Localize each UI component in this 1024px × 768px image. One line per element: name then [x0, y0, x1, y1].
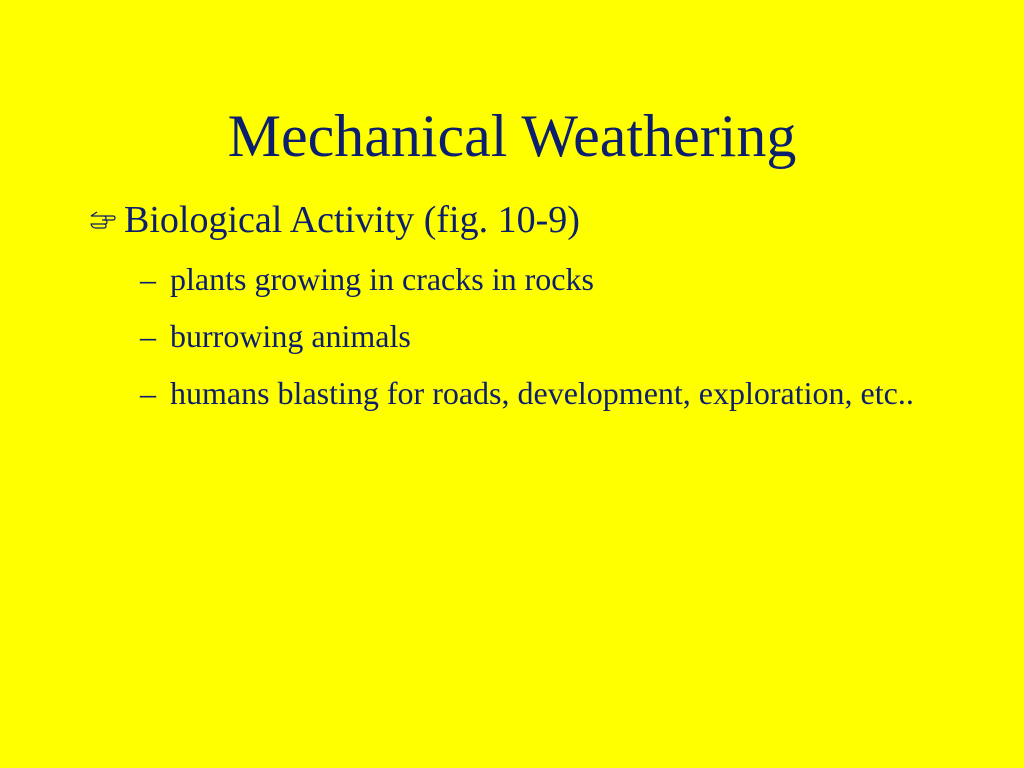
sub-bullet-text: humans blasting for roads, development, exploration, etc..	[170, 375, 914, 411]
bullet-item	[90, 195, 970, 245]
sub-bullet-text: plants growing in cracks in rocks	[170, 261, 594, 297]
dash-marker: –	[140, 375, 156, 411]
sub-bullet-item	[140, 372, 940, 414]
slide-title: Mechanical Weathering	[227, 103, 797, 169]
sub-bullet-item	[140, 258, 940, 300]
sub-bullet-item	[140, 315, 940, 357]
pointing-hand-icon	[90, 195, 124, 245]
bullet-text: Biological Activity (fig. 10-9)	[124, 199, 580, 241]
dash-marker: –	[140, 318, 156, 354]
sub-bullet-text: burrowing animals	[170, 318, 411, 354]
dash-marker: –	[140, 261, 156, 297]
sub-bullet-list	[140, 258, 940, 429]
